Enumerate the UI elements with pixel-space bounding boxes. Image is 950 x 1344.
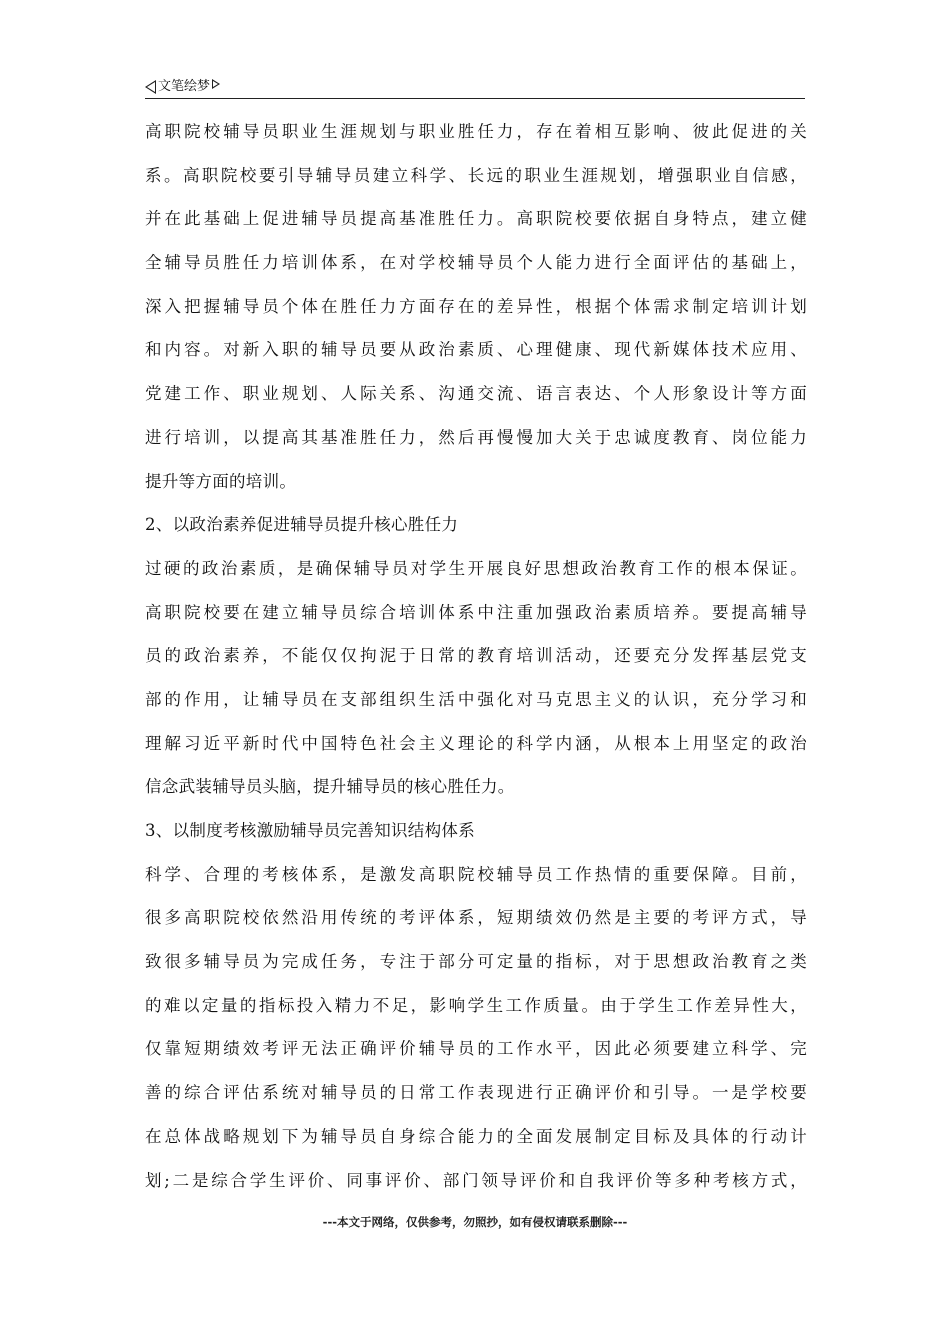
body-line: 善的综合评估系统对辅导员的日常工作表现进行正确评价和引导。一是学校要 — [145, 1083, 807, 1103]
body-line: 过硬的政治素质，是确保辅导员对学生开展良好思想政治教育工作的根本保证。 — [145, 558, 807, 578]
body-line: 仅靠短期绩效考评无法正确评价辅导员的工作水平，因此必须要建立科学、完 — [145, 1039, 807, 1059]
body-line: 在总体战略规划下为辅导员自身综合能力的全面发展制定目标及具体的行动计 — [145, 1126, 807, 1146]
body-line: 和内容。对新入职的辅导员要从政治素质、心理健康、现代新媒体技术应用、 — [145, 340, 807, 360]
body-line: 致很多辅导员为完成任务，专注于部分可定量的指标，对于思想政治教育之类 — [145, 952, 807, 972]
triangle-left-icon — [145, 80, 156, 94]
body-line: 系。高职院校要引导辅导员建立科学、长远的职业生涯规划，增强职业自信感， — [145, 165, 807, 185]
body-line: 高职院校要在建立辅导员综合培训体系中注重加强政治素质培养。要提高辅导 — [145, 602, 807, 622]
section-heading: 2、以政治素养促进辅导员提升核心胜任力 — [145, 515, 459, 535]
body-line: 进行培训，以提高其基准胜任力，然后再慢慢加大关于忠诚度教育、岗位能力 — [145, 427, 807, 447]
body-line: 全辅导员胜任力培训体系，在对学校辅导员个人能力进行全面评估的基础上， — [145, 253, 807, 273]
body-line: 员的政治素养，不能仅仅拘泥于日常的教育培训活动，还要充分发挥基层党支 — [145, 646, 807, 666]
section-heading: 3、以制度考核激励辅导员完善知识结构体系 — [145, 821, 475, 840]
body-line: 高职院校辅导员职业生涯规划与职业胜任力，存在着相互影响、彼此促进的关 — [145, 122, 807, 141]
body-line: 党建工作、职业规划、人际关系、沟通交流、语言表达、个人形象设计等方面 — [145, 384, 807, 404]
body-line: 划;二是综合学生评价、同事评价、部门领导评价和自我评价等多种考核方式， — [145, 1170, 807, 1190]
header-brand-text: 文笔绘梦 — [158, 79, 211, 94]
document-body — [145, 110, 807, 1202]
body-line: 信念武装辅导员头脑，提升辅导员的核心胜任力。 — [145, 777, 515, 797]
header-brand — [145, 78, 220, 98]
body-line: 的难以定量的指标投入精力不足，影响学生工作质量。由于学生工作差异性大， — [145, 995, 807, 1015]
body-line: 并在此基础上促进辅导员提高基准胜任力。高职院校要依据自身特点，建立健 — [145, 209, 807, 229]
body-line: 提升等方面的培训。 — [145, 471, 297, 491]
body-line: 深入把握辅导员个体在胜任力方面存在的差异性，根据个体需求制定培训计划 — [145, 296, 807, 316]
page-header — [145, 76, 805, 99]
page-footer: ---本文于网络，仅供参考，勿照抄，如有侵权请联系删除--- — [322, 1215, 628, 1229]
body-line: 科学、合理的考核体系，是激发高职院校辅导员工作热情的重要保障。目前， — [145, 864, 807, 884]
body-line: 很多高职院校依然沿用传统的考评体系，短期绩效仍然是主要的考评方式，导 — [145, 908, 807, 928]
body-line: 部的作用，让辅导员在支部组织生活中强化对马克思主义的认识，充分学习和 — [145, 689, 807, 709]
body-line: 理解习近平新时代中国特色社会主义理论的科学内涵，从根本上用坚定的政治 — [145, 733, 807, 753]
triangle-right-icon — [212, 79, 220, 89]
